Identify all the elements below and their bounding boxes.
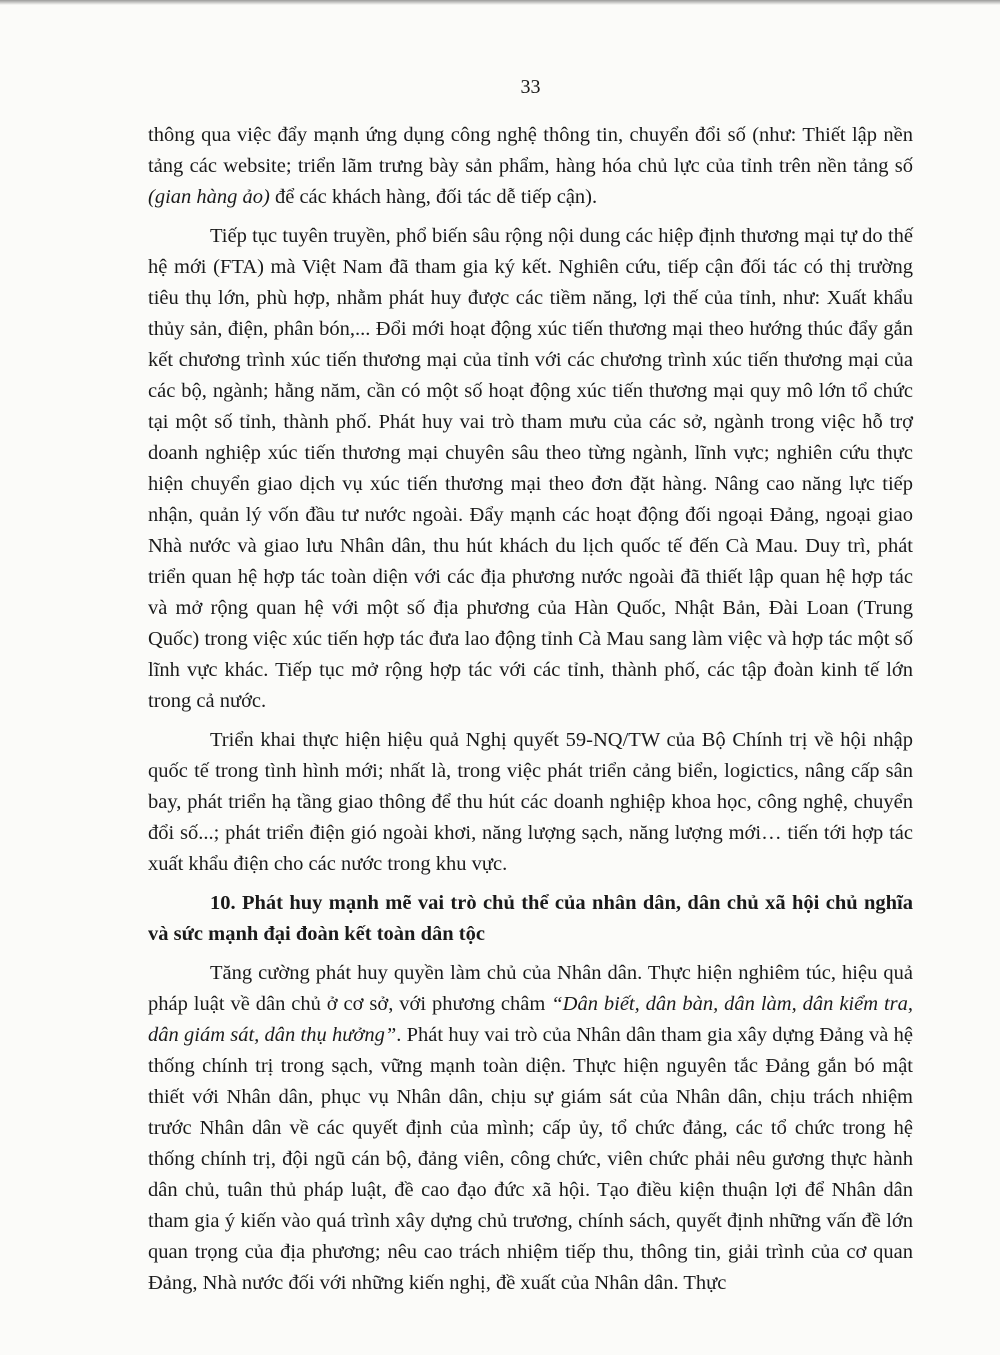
paragraph-4-part-a: Tăng cường phát huy quyền làm chủ của Nhân dân. Thực hiện nghiêm túc, hiệu quả pháp luật về dân chủ ở cơ sở, với phương châm bbox=[148, 962, 913, 1015]
paragraph-3: Triển khai thực hiện hiệu quả Nghị quyết 59-NQ/TW của Bộ Chính trị về hội nhập quốc tế trong tình hình mới; nhất là, trong việc phát triển cảng biển, logictics, nâng cấp sân bay, phát triển hạ tầng giao thông để thu hút các doanh nghiệp khoa học, công nghệ, chuyển đổi số...; phát triển điện gió ngoài khơi, năng lượng sạch, năng lượng mới… tiến tới hợp tác xuất khẩu điện cho các nước trong khu vực. bbox=[148, 729, 913, 875]
page-number: 33 bbox=[520, 76, 541, 98]
paragraph-1-italic: (gian hàng ảo) bbox=[148, 186, 270, 208]
paragraph-1 bbox=[148, 120, 913, 213]
paragraph-4-part-c: . Phát huy vai trò của Nhân dân tham gia xây dựng Đảng và hệ thống chính trị trong sạch, vững mạnh toàn diện. Thực hiện nguyên tắc Đảng gắn bó mật thiết với Nhân dân, phục vụ Nhân dân, chịu sự giám sát của Nhân dân, chịu trách nhiệm trước Nhân dân về các quyết định của mình; cấp ủy, tổ chức đảng, các tổ chức trong hệ thống chính trị, đội ngũ cán bộ, đảng viên, công chức, viên chức phải nêu gương thực hành dân chủ, tuân thủ pháp luật, đề cao đạo đức xã hội. Tạo điều kiện thuận lợi để Nhân dân tham gia ý kiến vào quá trình xây dựng chủ trương, chính sách, quyết định những vấn đề lớn quan trọng của địa phương; nêu cao trách nhiệm tiếp thu, thông tin, giải trình của cơ quan Đảng, Nhà nước đối với những kiến nghị, đề xuất của Nhân dân. Thực bbox=[148, 1024, 913, 1294]
paragraph-4-motto: “Dân biết, dân bàn, dân làm, dân kiểm tra, dân giám sát, dân thụ hưởng” bbox=[148, 993, 913, 1046]
paragraph-4 bbox=[148, 958, 913, 1299]
document-page bbox=[148, 70, 913, 1307]
paragraph-1-part-a: thông qua việc đẩy mạnh ứng dụng công nghệ thông tin, chuyển đổi số (như: Thiết lập nền tảng các website; triển lãm trưng bày sản phẩm, hàng hóa chủ lực của tỉnh trên nền tảng số bbox=[148, 124, 913, 177]
section-heading-10: 10. Phát huy mạnh mẽ vai trò chủ thể của nhân dân, dân chủ xã hội chủ nghĩa và sức mạnh đại đoàn kết toàn dân tộc bbox=[148, 892, 913, 945]
scan-top-edge bbox=[0, 0, 1000, 5]
paragraph-1-part-c: để các khách hàng, đối tác dễ tiếp cận). bbox=[269, 186, 598, 208]
paragraph-2: Tiếp tục tuyên truyền, phổ biến sâu rộng nội dung các hiệp định thương mại tự do thế hệ mới (FTA) mà Việt Nam đã tham gia ký kết. Nghiên cứu, tiếp cận đối tác có thị trường tiêu thụ lớn, phù hợp, nhằm phát huy được các tiềm năng, lợi thế của tỉnh, như: Xuất khẩu thủy sản, điện, phân bón,... Đổi mới hoạt động xúc tiến thương mại theo hướng thúc đẩy gắn kết chương trình xúc tiến thương mại của tỉnh với các chương trình xúc tiến thương mại của các bộ, ngành; hằng năm, cần có một số hoạt động xúc tiến thương mại quy mô lớn tổ chức tại một số tỉnh, thành phố. Phát huy vai trò tham mưu của các sở, ngành trong việc hỗ trợ doanh nghiệp xúc tiến thương mại chuyên sâu theo từng ngành, lĩnh vực; nghiên cứu thực hiện chuyển giao dịch vụ xúc tiến thương mại theo đơn đặt hàng. Nâng cao năng lực tiếp nhận, quản lý vốn đầu tư nước ngoài. Đẩy mạnh các hoạt động đối ngoại Đảng, ngoại giao Nhà nước và giao lưu Nhân dân, thu hút khách du lịch quốc tế đến Cà Mau. Duy trì, phát triển quan hệ hợp tác toàn diện với các địa phương nước ngoài đã thiết lập quan hệ hợp tác và mở rộng quan hệ với một số địa phương của Hàn Quốc, Nhật Bản, Đài Loan (Trung Quốc) trong việc xúc tiến hợp tác đưa lao động tỉnh Cà Mau sang làm việc và hợp tác một số lĩnh vực khác. Tiếp tục mở rộng hợp tác với các tỉnh, thành phố, các tập đoàn kinh tế lớn trong cả nước. bbox=[148, 225, 913, 712]
